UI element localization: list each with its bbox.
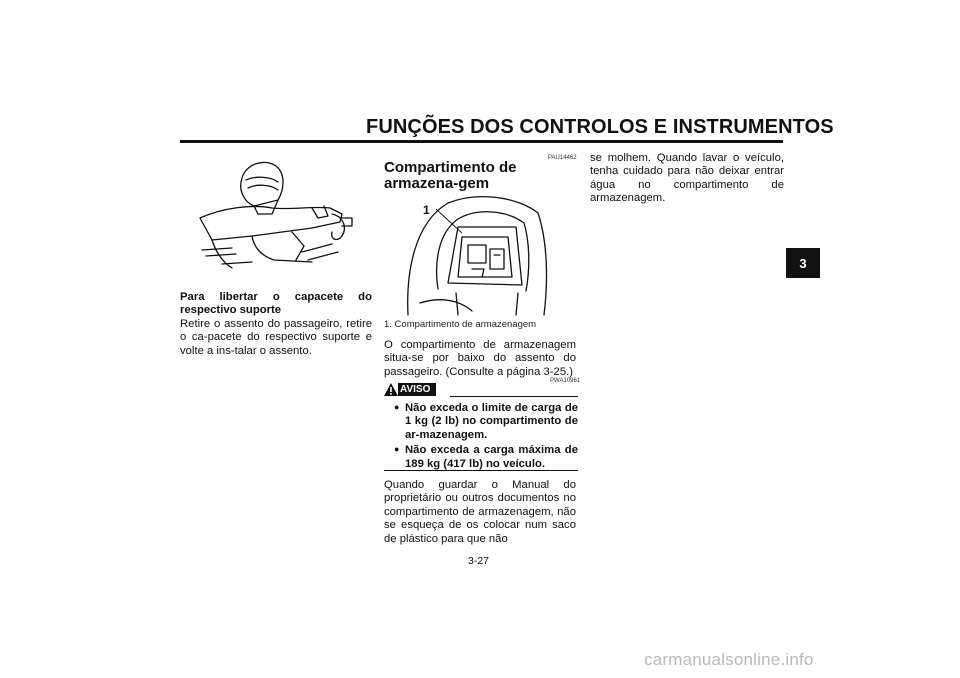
figure-callout-label: 1 — [423, 203, 430, 217]
storage-paragraph: Quando guardar o Manual do proprietário ou outros documentos no compartimento de armazenagem, não se esqueça de os colocar num saco de plástico para que não — [384, 479, 576, 545]
warning-item-text: Não exceda o limite de carga de 1 kg (2 lb) no compartimento de ar-mazenagem. — [405, 402, 578, 441]
warning-badge — [384, 383, 436, 396]
section-title: Compartimento de armazena-gem — [384, 159, 517, 192]
list-item — [394, 444, 578, 471]
warning-rule-top — [450, 396, 578, 397]
warning-rule-bottom — [384, 470, 578, 471]
warning-code: PWA10961 — [550, 378, 581, 384]
helmet-holder-illustration — [192, 156, 358, 278]
helmet-release-body: Retire o assento do passageiro, retire o ca-pacete do respectivo suporte e volte a ins-talar o assento. — [180, 318, 372, 357]
warning-label: AVISO — [398, 383, 436, 396]
warning-item-text: Não exceda a carga máxima de 189 kg (417 lb) no veículo. — [405, 444, 578, 470]
warning-list — [394, 402, 578, 471]
bullet-dot-icon: ● — [394, 402, 400, 412]
figure-caption: 1. Compartimento de armazenagem — [384, 319, 537, 330]
storage-paragraph-continued: se molhem. Quando lavar o veículo, tenha cuidado para não deixar entrar água no compartimento de armazenagem. — [590, 152, 784, 205]
page-header-title: FUNÇÕES DOS CONTROLOS E INSTRUMENTOS — [366, 116, 834, 138]
storage-compartment-illustration — [398, 193, 558, 317]
list-item — [394, 402, 578, 442]
warning-triangle-icon — [384, 383, 398, 396]
bullet-dot-icon: ● — [394, 444, 400, 455]
helmet-release-title: Para libertar o capacete do respectivo suporte — [180, 291, 372, 317]
watermark: carmanualsonline.info — [644, 650, 814, 669]
chapter-tab: 3 — [786, 248, 820, 278]
storage-intro-paragraph: O compartimento de armazenagem situa-se por baixo do assento do passageiro. (Consulte a página 3-25.) — [384, 339, 576, 378]
header-rule — [180, 140, 783, 143]
section-code: PAU14462 — [548, 155, 577, 161]
page-number: 3-27 — [468, 555, 490, 567]
